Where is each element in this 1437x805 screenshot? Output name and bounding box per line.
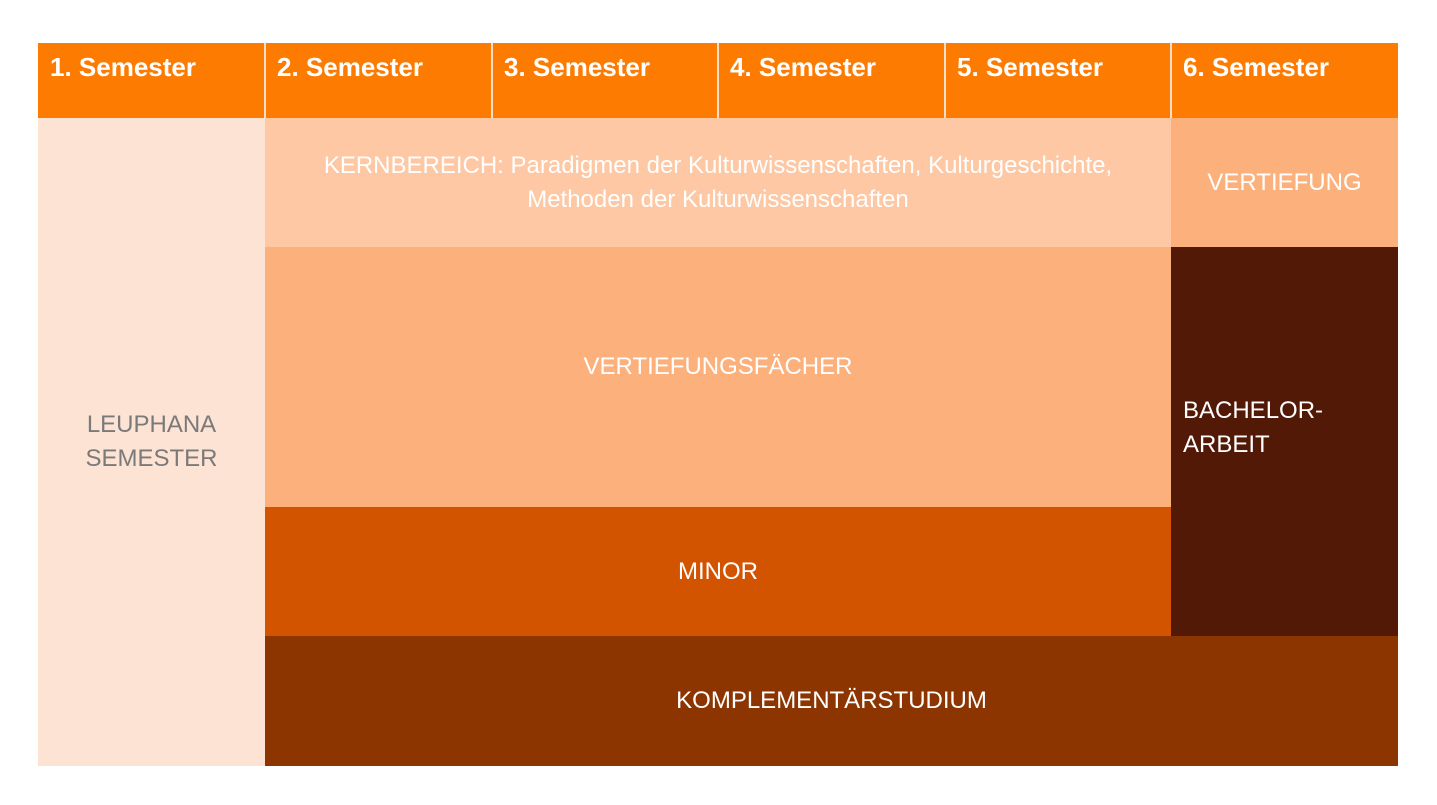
vertiefung-block: VERTIEFUNG bbox=[1171, 118, 1398, 247]
header-divider bbox=[944, 43, 946, 118]
semester-header-2: 2. Semester bbox=[265, 43, 492, 118]
semester-header-3: 3. Semester bbox=[492, 43, 718, 118]
header-divider bbox=[264, 43, 266, 118]
komplementaerstudium-block: KOMPLEMENTÄRSTUDIUM bbox=[265, 636, 1398, 766]
semester-header-4: 4. Semester bbox=[718, 43, 945, 118]
header-divider bbox=[717, 43, 719, 118]
kernbereich-block: KERNBEREICH: Paradigmen der Kulturwissenschaften, Kulturgeschichte, Methoden der Kulturwissenschaften bbox=[265, 118, 1171, 247]
study-plan-diagram bbox=[38, 43, 1398, 766]
leuphana-semester-block: LEUPHANA SEMESTER bbox=[38, 118, 265, 766]
bachelorarbeit-block: BACHELOR- ARBEIT bbox=[1171, 247, 1398, 636]
semester-header-6: 6. Semester bbox=[1171, 43, 1398, 118]
minor-block: MINOR bbox=[265, 507, 1171, 636]
semester-header-1: 1. Semester bbox=[38, 43, 265, 118]
header-divider bbox=[491, 43, 493, 118]
semester-header-5: 5. Semester bbox=[945, 43, 1171, 118]
vertiefungsfaecher-block: VERTIEFUNGSFÄCHER bbox=[265, 247, 1171, 507]
header-divider bbox=[1170, 43, 1172, 118]
